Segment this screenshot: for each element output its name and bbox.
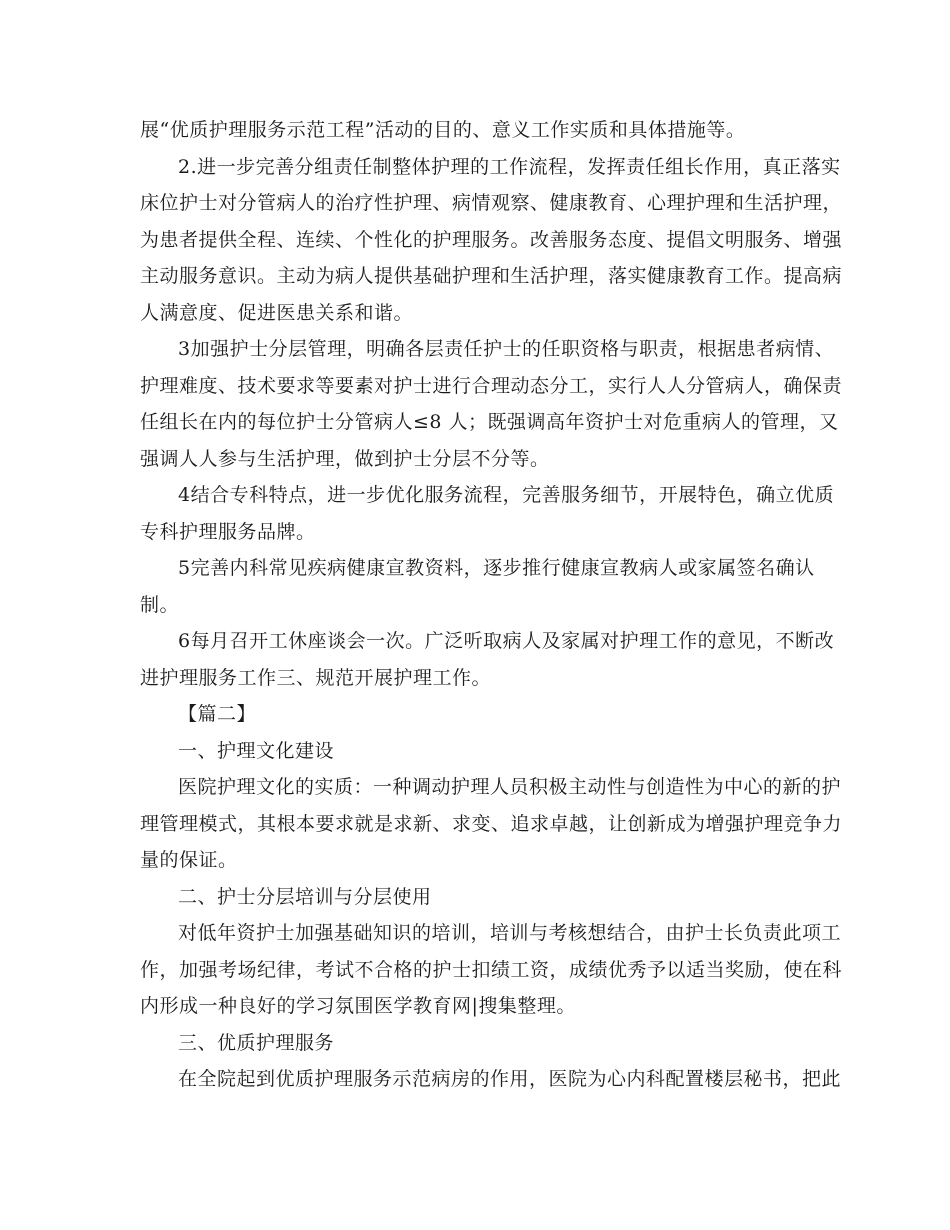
text-line: 制。 xyxy=(140,593,180,616)
text-line: 三、优质护理服务 xyxy=(178,1031,335,1054)
text-line: 6每月召开工休座谈会一次。广泛听取病人及家属对护理工作的意见，不断改 xyxy=(178,630,835,652)
text-line: 内形成一种良好的学习氛围医学教育网|搜集整理。 xyxy=(140,995,576,1017)
text-line: 理管理模式，其根本要求就是求新、求变、追求卓越，让创新成为增强护理竞争力 xyxy=(140,812,843,835)
text-line: 二、护士分层培训与分层使用 xyxy=(178,885,432,908)
text-line: 护理难度、技术要求等要素对护士进行合理动态分工，实行人人分管病人，确保责 xyxy=(140,374,843,397)
text-line: 一、护理文化建设 xyxy=(178,739,335,762)
text-line: 医院护理文化的实质：一种调动护理人员积极主动性与创造性为中心的新的护 xyxy=(178,776,842,798)
text-line: 对低年资护士加强基础知识的培训，培训与考核想结合，由护士长负责此项工 xyxy=(178,922,842,944)
text-line: 专科护理服务品牌。 xyxy=(140,520,316,543)
text-line: 4结合专科特点，进一步优化服务流程，完善服务细节，开展特色，确立优质 xyxy=(178,484,835,506)
text-line: 任组长在内的每位护士分管病人≤8 人；既强调高年资护士对危重病人的管理，又 xyxy=(140,411,839,433)
document-body xyxy=(140,112,843,1098)
text-line: 【篇二】 xyxy=(178,703,257,725)
text-line: 在全院起到优质护理服务示范病房的作用，医院为心内科配置楼层秘书，把此 xyxy=(178,1068,842,1090)
text-line: 2.进一步完善分组责任制整体护理的工作流程，发挥责任组长作用，真正落实 xyxy=(178,155,841,178)
text-line: 5完善内科常见疾病健康宣教资料，逐步推行健康宣教病人或家属签名确认 xyxy=(178,557,815,579)
text-line: 床位护士对分管病人的治疗性护理、病情观察、健康教育、心理护理和生活护理， xyxy=(140,192,843,214)
text-line: 展“优质护理服务示范工程”活动的目的、意义工作实质和具体措施等。 xyxy=(140,119,746,141)
text-line: 量的保证。 xyxy=(140,849,238,871)
text-line: 进护理服务工作三、规范开展护理工作。 xyxy=(140,666,492,689)
text-line: 强调人人参与生活护理，做到护士分层不分等。 xyxy=(140,447,550,470)
text-line: 作，加强考场纪律，考试不合格的护士扣绩工资，成绩优秀予以适当奖励，使在科 xyxy=(140,958,843,981)
text-line: 主动服务意识。主动为病人提供基础护理和生活护理，落实健康教育工作。提高病 xyxy=(140,265,843,287)
text-line: 人满意度、促进医患关系和谐。 xyxy=(140,301,414,324)
text-line: 为患者提供全程、连续、个性化的护理服务。改善服务态度、提倡文明服务、增强 xyxy=(140,228,843,251)
text-line: 3加强护士分层管理，明确各层责任护士的任职资格与职责，根据患者病情、 xyxy=(178,338,835,360)
